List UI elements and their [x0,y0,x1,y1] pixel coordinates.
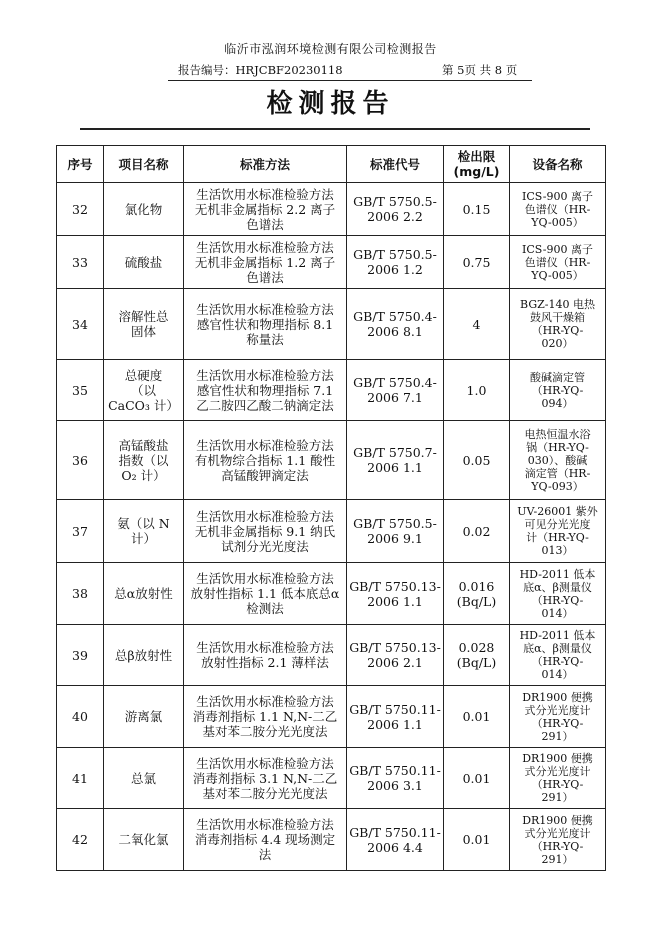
table-row [57,500,606,563]
row-number-cell: 36 [57,421,104,500]
equipment-cell: DR1900 便携 式分光光度计 （HR-YQ- 291） [510,809,606,871]
row-number-cell: 39 [57,625,104,686]
detection-limit-cell: 0.01 [444,748,510,809]
table-row [57,748,606,809]
col-header-code: 标准代号 [347,146,444,183]
standard-code-cell: GB/T 5750.5- 2006 2.2 [347,183,444,236]
table-row [57,421,606,500]
col-header-equipment: 设备名称 [510,146,606,183]
table-row [57,686,606,748]
item-name-cell: 总氯 [104,748,184,809]
equipment-cell: 电热恒温水浴 锅（HR-YQ- 030）、酸碱 滴定管（HR- YQ-093） [510,421,606,500]
col-header-item: 项目名称 [104,146,184,183]
row-number-cell: 40 [57,686,104,748]
standard-code-cell: GB/T 5750.5- 2006 1.2 [347,236,444,289]
row-number-cell: 34 [57,289,104,360]
equipment-cell: HD-2011 低本 底α、β测量仪 （HR-YQ- 014） [510,563,606,625]
equipment-cell: DR1900 便携 式分光光度计 （HR-YQ- 291） [510,686,606,748]
col-header-no: 序号 [57,146,104,183]
item-name-cell: 总α放射性 [104,563,184,625]
standard-method-cell: 生活饮用水标准检验方法 消毒剂指标 4.4 现场测定 法 [184,809,347,871]
detection-limit-cell: 0.75 [444,236,510,289]
standard-method-cell: 生活饮用水标准检验方法 消毒剂指标 1.1 N,N-二乙 基对苯二胺分光光度法 [184,686,347,748]
table-row [57,563,606,625]
table-header-row [57,146,606,183]
standard-method-cell: 生活饮用水标准检验方法 消毒剂指标 3.1 N,N-二乙 基对苯二胺分光光度法 [184,748,347,809]
table-row [57,809,606,871]
row-number-cell: 42 [57,809,104,871]
item-name-cell: 总β放射性 [104,625,184,686]
standard-method-cell: 生活饮用水标准检验方法 放射性指标 2.1 薄样法 [184,625,347,686]
detection-limit-cell: 0.05 [444,421,510,500]
item-name-cell: 高锰酸盐 指数（以 O₂ 计） [104,421,184,500]
table-row [57,236,606,289]
detection-limit-cell: 0.028 (Bq/L) [444,625,510,686]
standard-code-cell: GB/T 5750.5- 2006 9.1 [347,500,444,563]
item-name-cell: 二氧化氯 [104,809,184,871]
standard-code-cell: GB/T 5750.4- 2006 7.1 [347,360,444,421]
equipment-cell: UV-26001 紫外 可见分光光度 计（HR-YQ- 013） [510,500,606,563]
row-number-cell: 41 [57,748,104,809]
standard-code-cell: GB/T 5750.7- 2006 1.1 [347,421,444,500]
equipment-cell: BGZ-140 电热 鼓风干燥箱 （HR-YQ- 020） [510,289,606,360]
item-name-cell: 游离氯 [104,686,184,748]
detection-limit-cell: 0.01 [444,809,510,871]
detection-limit-cell: 0.016 (Bq/L) [444,563,510,625]
row-number-cell: 35 [57,360,104,421]
standard-method-cell: 生活饮用水标准检验方法 无机非金属指标 1.2 离子 色谱法 [184,236,347,289]
standard-method-cell: 生活饮用水标准检验方法 无机非金属指标 9.1 纳氏 试剂分光光度法 [184,500,347,563]
table-row [57,360,606,421]
detection-limit-cell: 4 [444,289,510,360]
standard-code-cell: GB/T 5750.13- 2006 1.1 [347,563,444,625]
standard-method-cell: 生活饮用水标准检验方法 无机非金属指标 2.2 离子 色谱法 [184,183,347,236]
equipment-cell: DR1900 便携 式分光光度计 （HR-YQ- 291） [510,748,606,809]
row-number-cell: 33 [57,236,104,289]
equipment-cell: 酸碱滴定管 （HR-YQ- 094） [510,360,606,421]
item-name-cell: 氨（以 N 计） [104,500,184,563]
page-number: 第 5页 共 8 页 [442,63,518,77]
report-number: 报告编号：HRJCBF20230118 [178,63,343,77]
detection-limit-cell: 0.02 [444,500,510,563]
item-name-cell: 氯化物 [104,183,184,236]
row-number-cell: 37 [57,500,104,563]
standard-code-cell: GB/T 5750.4- 2006 8.1 [347,289,444,360]
detection-limit-cell: 0.15 [444,183,510,236]
company-header: 临沂市泓润环境检测有限公司检测报告 [224,42,437,56]
item-name-cell: 总硬度 （以 CaCO₃ 计） [104,360,184,421]
item-name-cell: 溶解性总 固体 [104,289,184,360]
equipment-cell: ICS-900 离子 色谱仪（HR- YQ-005） [510,236,606,289]
table-row [57,625,606,686]
col-header-limit: 检出限 (mg/L) [444,146,510,183]
standard-code-cell: GB/T 5750.11- 2006 1.1 [347,686,444,748]
col-header-method: 标准方法 [184,146,347,183]
header-divider [168,80,532,81]
page-title: 检测报告 [266,89,395,119]
standard-code-cell: GB/T 5750.13- 2006 2.1 [347,625,444,686]
standard-method-cell: 生活饮用水标准检验方法 感官性状和物理指标 8.1 称量法 [184,289,347,360]
test-methods-table [56,145,606,871]
row-number-cell: 38 [57,563,104,625]
equipment-cell: ICS-900 离子 色谱仪（HR- YQ-005） [510,183,606,236]
row-number-cell: 32 [57,183,104,236]
standard-code-cell: GB/T 5750.11- 2006 4.4 [347,809,444,871]
table-row [57,183,606,236]
detection-limit-cell: 1.0 [444,360,510,421]
title-divider [80,128,590,130]
standard-method-cell: 生活饮用水标准检验方法 有机物综合指标 1.1 酸性 高锰酸钾滴定法 [184,421,347,500]
equipment-cell: HD-2011 低本 底α、β测量仪 （HR-YQ- 014） [510,625,606,686]
detection-limit-cell: 0.01 [444,686,510,748]
standard-method-cell: 生活饮用水标准检验方法 感官性状和物理指标 7.1 乙二胺四乙酸二钠滴定法 [184,360,347,421]
standard-code-cell: GB/T 5750.11- 2006 3.1 [347,748,444,809]
table-row [57,289,606,360]
item-name-cell: 硫酸盐 [104,236,184,289]
standard-method-cell: 生活饮用水标准检验方法 放射性指标 1.1 低本底总α 检测法 [184,563,347,625]
